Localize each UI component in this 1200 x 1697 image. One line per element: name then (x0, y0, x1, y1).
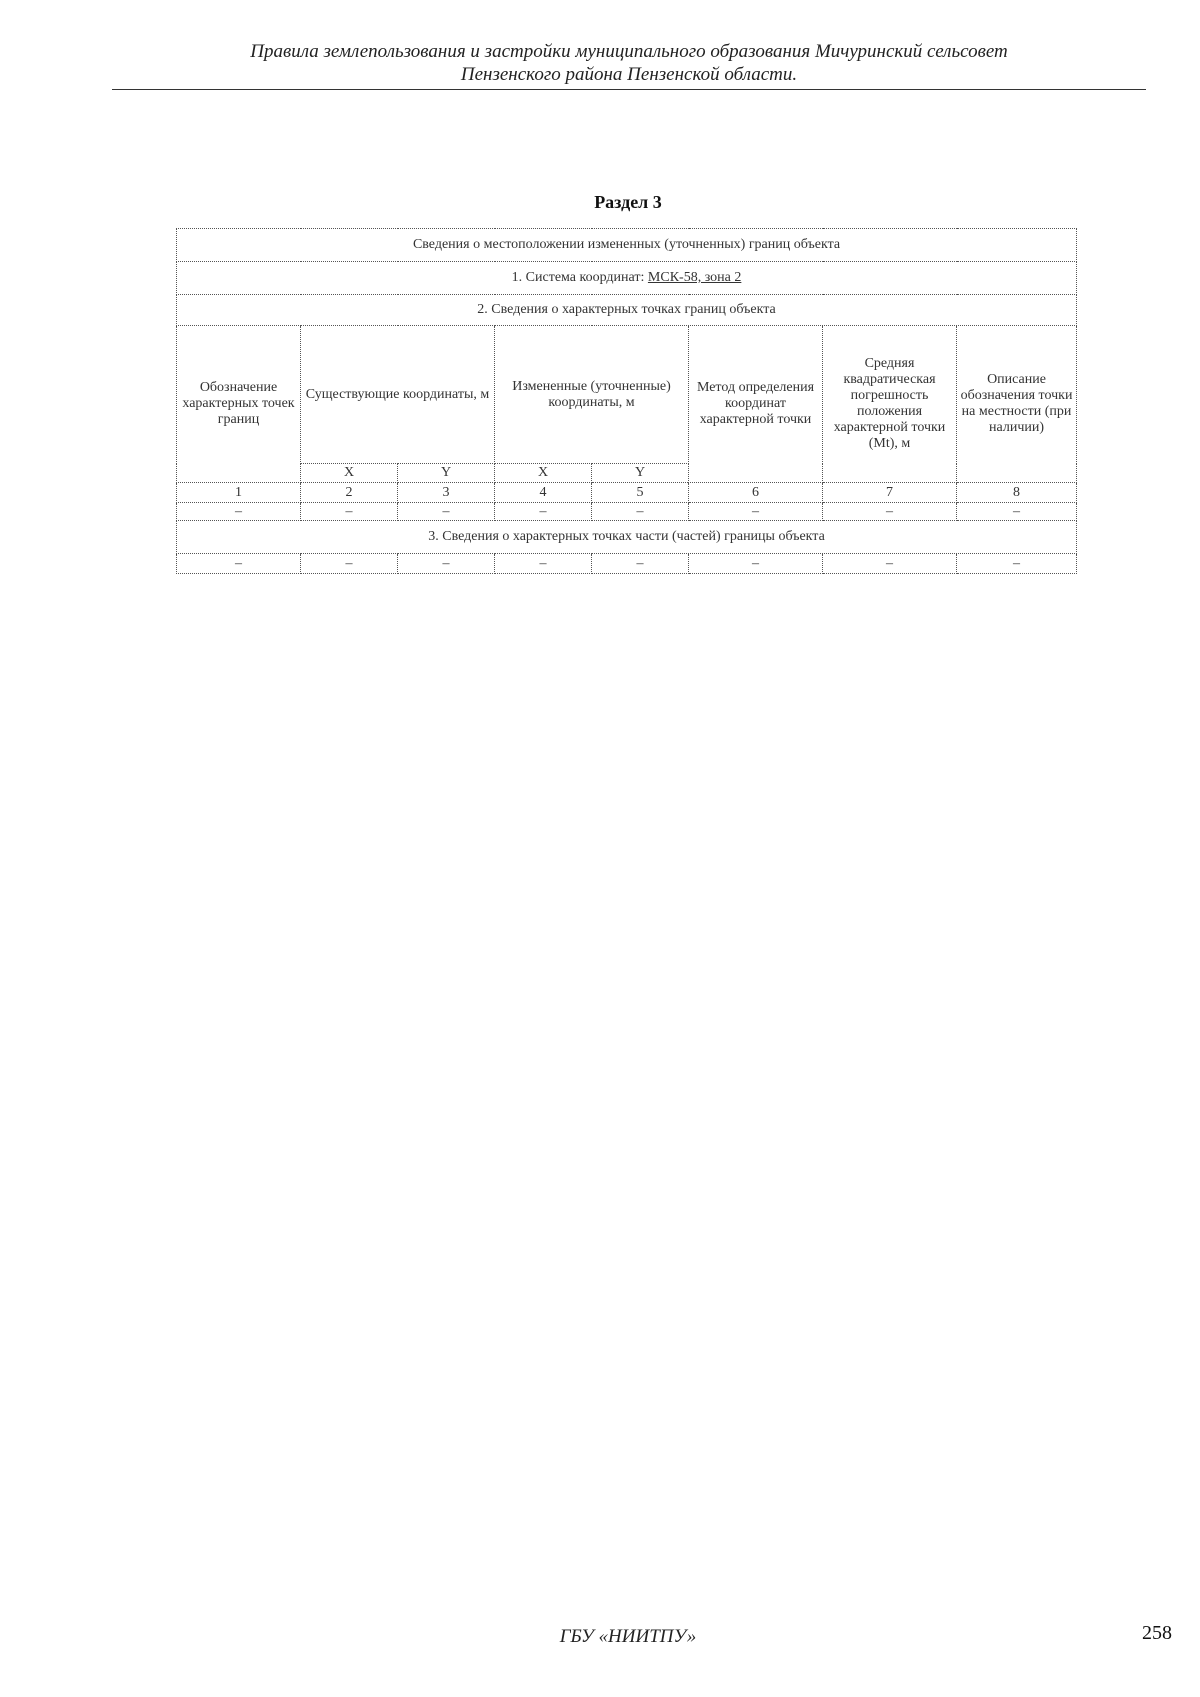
section-title: Раздел 3 (594, 192, 662, 212)
table-cell: – (301, 503, 398, 521)
table-cell: – (398, 554, 495, 574)
page-number: 258 (1142, 1622, 1172, 1644)
table-title-row (177, 229, 1077, 262)
coord-system-value: МСК-58, зона 2 (647, 270, 742, 285)
col-header-existing: Существующие координаты, м (301, 326, 495, 464)
column-number: 6 (689, 483, 823, 503)
points-section-row (177, 295, 1077, 326)
col-header-description: Описание обозначения точки на местности (при наличии) (957, 326, 1077, 483)
table-cell: – (398, 503, 495, 521)
coord-system-cell: 1. Система координат: МСК-58, зона 2 (177, 262, 1077, 295)
coord-system-label: 1. Система координат (511, 270, 641, 285)
table-cell: – (689, 503, 823, 521)
running-header (112, 40, 1146, 86)
table-cell: – (592, 554, 689, 574)
column-number: 1 (177, 483, 301, 503)
table-cell: – (957, 503, 1077, 521)
col-header-changed-y: Y (592, 464, 689, 483)
table-title: Сведения о местоположении измененных (уточненных) границ объекта (177, 229, 1077, 262)
table-cell: – (301, 554, 398, 574)
table-row (177, 554, 1077, 574)
column-number: 8 (957, 483, 1077, 503)
table-cell: – (177, 503, 301, 521)
footer-organization: ГБУ «НИИТПУ» (559, 1626, 697, 1647)
table-cell: – (177, 554, 301, 574)
col-header-error: Средняя квадратическая погрешность положения характерной точки (Mt), м (823, 326, 957, 483)
running-header-line-1: Правила землепользования и застройки муниципального образования Мичуринский сельсовет (250, 41, 1008, 62)
column-number: 4 (495, 483, 592, 503)
running-header-line-2: Пензенского района Пензенской области. (460, 64, 798, 85)
column-number: 7 (823, 483, 957, 503)
coord-system-row (177, 262, 1077, 295)
col-header-existing-y: Y (398, 464, 495, 483)
column-number: 5 (592, 483, 689, 503)
header-rule (112, 89, 1146, 90)
table-cell: – (592, 503, 689, 521)
col-header-changed-x: X (495, 464, 592, 483)
table-cell: – (957, 554, 1077, 574)
col-header-changed: Измененные (уточненные) координаты, м (495, 326, 689, 464)
boundary-table (176, 228, 1077, 574)
col-header-method: Метод определения координат характерной точки (689, 326, 823, 483)
table-cell: – (495, 554, 592, 574)
table-cell: – (823, 554, 957, 574)
col-header-designation: Обозначение характерных точек границ (177, 326, 301, 483)
table-cell: – (689, 554, 823, 574)
parts-section-row (177, 521, 1077, 554)
parts-section-heading: 3. Сведения о характерных точках части (частей) границы объекта (177, 521, 1077, 554)
col-header-existing-x: X (301, 464, 398, 483)
column-header-row (177, 326, 1077, 464)
table-row (177, 503, 1077, 521)
table-cell: – (495, 503, 592, 521)
column-number: 2 (301, 483, 398, 503)
column-numbers-row (177, 483, 1077, 503)
table-cell: – (823, 503, 957, 521)
column-number: 3 (398, 483, 495, 503)
points-section-heading: 2. Сведения о характерных точках границ объекта (177, 295, 1077, 326)
